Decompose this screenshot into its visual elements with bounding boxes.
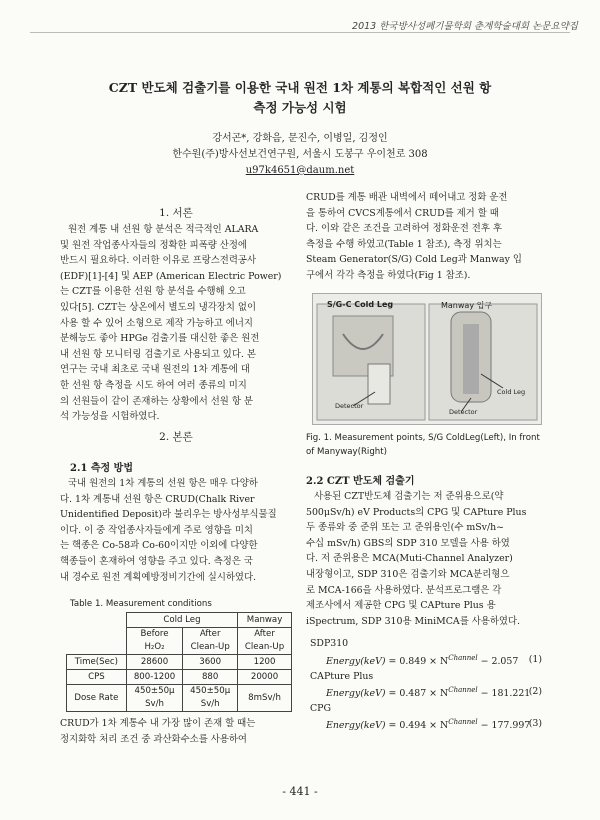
text-line: iSpectrum, SDP 310용 MiniMCA를 사용하였다. <box>306 615 520 627</box>
text-line: 제조사에서 제공한 CPG 및 CAPture Plus 용 <box>306 600 496 612</box>
intro-heading: 1. 서론 <box>159 207 193 219</box>
figure-1 <box>312 293 542 425</box>
affiliation: 한수원(주)방사선보건연구원, 서울시 도봉구 우이천로 308 <box>172 149 428 160</box>
equation-3: Energy(keV) = $0.494 \times N^{Channel} - 177.997$ (3) <box>326 718 542 732</box>
text-line: Unidentified Deposit)라 불리우는 방사성부식물질 <box>60 509 277 521</box>
intro-paragraph <box>60 222 292 425</box>
text-line: 정지화학 처리 조건 중 과산화수소를 사용하여 <box>60 733 247 745</box>
text-line: 및 원전 작업종사자들의 정확한 피폭량 산정에 <box>60 239 247 251</box>
table-sub-after: After Clean-Up <box>183 628 238 655</box>
text-line: (EDF)[1]-[4] 및 AEP (American Electric Power) <box>60 270 282 282</box>
text-line: 로 MCA-166을 사용하였다. 분석프로그램은 각 <box>306 584 502 596</box>
text-line: 내장형이고, SDP 310은 검출기와 MCA분리형으 <box>306 568 510 580</box>
email[interactable]: u97k4651@daum.net <box>245 165 355 176</box>
paper-title-line2: 측정 가능성 시험 <box>253 100 347 115</box>
equation-label-sdp310: SDP310 <box>310 638 349 649</box>
text-line: 두 종류와 중 준위 또는 고 준위용인(수 mSv/h~ <box>306 522 505 534</box>
text-line: 반드시 필요하다. 이러한 이유로 프랑스전력공사 <box>60 255 257 267</box>
fig-detector-right: Detector <box>449 408 478 416</box>
text-line: 있다[5]. CZT는 상온에서 별도의 냉각장치 없이 <box>60 301 257 313</box>
table-caption: Table 1. Measurement conditions <box>70 599 212 609</box>
measurement-table <box>66 612 292 712</box>
text-line: 사용된 CZT반도체 검출기는 저 준위용으로(약 <box>314 491 504 502</box>
running-head: 2013 한국방사성폐기물학회 춘계학술대회 논문요약집 <box>352 21 578 32</box>
text-line: 을 통하여 CVCS계통에서 CRUD를 제거 할 때 <box>306 207 499 219</box>
after-table-paragraph <box>60 716 292 747</box>
paper-title-line1: CZT 반도체 검출기를 이용한 국내 원전 1차 계통의 복합적인 선원 항 <box>108 80 492 95</box>
table-row: Time(Sec) 28600 3600 1200 <box>67 655 292 670</box>
text-line: 석 가능성을 시험하였다. <box>60 411 160 423</box>
subsection-2-1-paragraph <box>60 476 292 585</box>
equation-2: Energy(keV) = $0.487 \times N^{Channel} - 181.221$ (2) <box>326 686 542 700</box>
text-line: Steam Generator(S/G) Cold Leg과 Manway 입 <box>306 254 522 266</box>
table-sub-after-manway: After Clean-Up <box>238 628 292 655</box>
text-line: 다. 저 준위용은 MCA(Muti-Channel Analyzer) <box>306 553 513 565</box>
text-line: 는 CZT를 이용한 선원 항 분석을 수행해 오고 <box>60 286 246 298</box>
text-line: CRUD를 계통 배관 내벽에서 떼어내고 정화 운전 <box>306 192 508 203</box>
text-line: 수십 mSv/h) GBS의 SDP 310 모델을 사용 하였 <box>306 537 510 549</box>
text-line: 는 핵종은 Co-58과 Co-60이지만 이외에 다양한 <box>60 540 258 552</box>
body-heading: 2. 본론 <box>159 431 193 443</box>
text-line: 내 선원 항 모니터링 검출기로 사용되고 있다. 본 <box>60 348 256 360</box>
equation-label-cpg: CPG <box>310 703 331 714</box>
table-corner <box>67 613 127 655</box>
header-rule <box>30 32 570 33</box>
table-head-cold-leg: Cold Leg <box>126 613 237 628</box>
text-line: 국내 원전의 1차 계통의 선원 항은 매우 다양하 <box>68 478 258 489</box>
text-line: 분해능도 좋아 HPGe 검출기를 대신한 좋은 원전 <box>60 333 260 345</box>
fig-label-right: Manway 입구 <box>441 301 493 310</box>
text-line: 핵종들이 혼재하여 영향을 주고 있다. 측정은 국 <box>60 555 253 567</box>
figure-caption: Fig. 1. Measurement points, S/G ColdLeg(Left), In front of Manyway(Right) <box>306 433 540 457</box>
table-head-manway: Manway <box>238 613 292 628</box>
text-line: 사용 할 수 있어 소형으로 제작 가능하고 에너지 <box>60 317 253 329</box>
text-line: 이다. 이 중 작업종사자들에게 주로 영향을 미치 <box>60 524 253 536</box>
text-line: 의 선원들이 같이 존재하는 상황에서 선원 항 분 <box>60 395 253 407</box>
fig-detector-left: Detector <box>335 402 364 410</box>
authors: 강서곤*, 강화음, 문진수, 이병일, 김정인 <box>212 133 388 144</box>
subsection-2-2-paragraph <box>306 489 538 629</box>
text-line: 연구는 국내 최초로 국내 원전의 1차 계통에 대 <box>60 364 250 376</box>
fig-label-left: S/G-C Cold Leg <box>327 300 394 309</box>
table-row: Dose Rate 450±50μ Sv/h 450±50μ Sv/h 8mSv/h <box>67 685 292 712</box>
text-line: 한 선원 항 측정을 시도 하여 여러 종류의 미지 <box>60 379 247 391</box>
text-line: 측정을 수행 하였고(Table 1 참조), 측정 위치는 <box>306 238 502 250</box>
text-line: 다. 1차 계통내 선원 항은 CRUD(Chalk River <box>60 493 255 505</box>
text-line: 내 경수로 원전 계획예방정비기간에 실시하였다. <box>60 571 257 583</box>
text-line: 원전 계통 내 선원 항 분석은 적극적인 ALARA <box>68 224 259 235</box>
right-paragraph <box>306 190 538 284</box>
subsection-2-2-heading: 2.2 CZT 반도체 검출기 <box>306 476 415 487</box>
fig-cold-leg-right: Cold Leg <box>497 388 526 396</box>
equation-1: Energy(keV) = $0.849 \times N^{Channel} - 2.057$ (1) <box>326 654 542 668</box>
page-number: - 441 - <box>282 785 318 798</box>
text-line: CRUD가 1차 계통수 내 가장 많이 존재 할 때는 <box>60 718 256 729</box>
text-line: 500μSv/h) eV Products의 CPG 및 CAPture Plus <box>306 506 527 518</box>
table-row: CPS 800-1200 880 20000 <box>67 670 292 685</box>
table-sub-before: Before H₂O₂ <box>126 628 182 655</box>
equation-label-capture-plus: CAPture Plus <box>310 671 374 682</box>
text-line: 다. 이와 같은 조건을 고려하여 정화운전 전후 후 <box>306 223 502 235</box>
text-line: 구에서 각각 측정을 하였다(Fig 1 참조). <box>306 269 471 281</box>
subsection-2-1-heading: 2.1 측정 방법 <box>70 463 134 474</box>
